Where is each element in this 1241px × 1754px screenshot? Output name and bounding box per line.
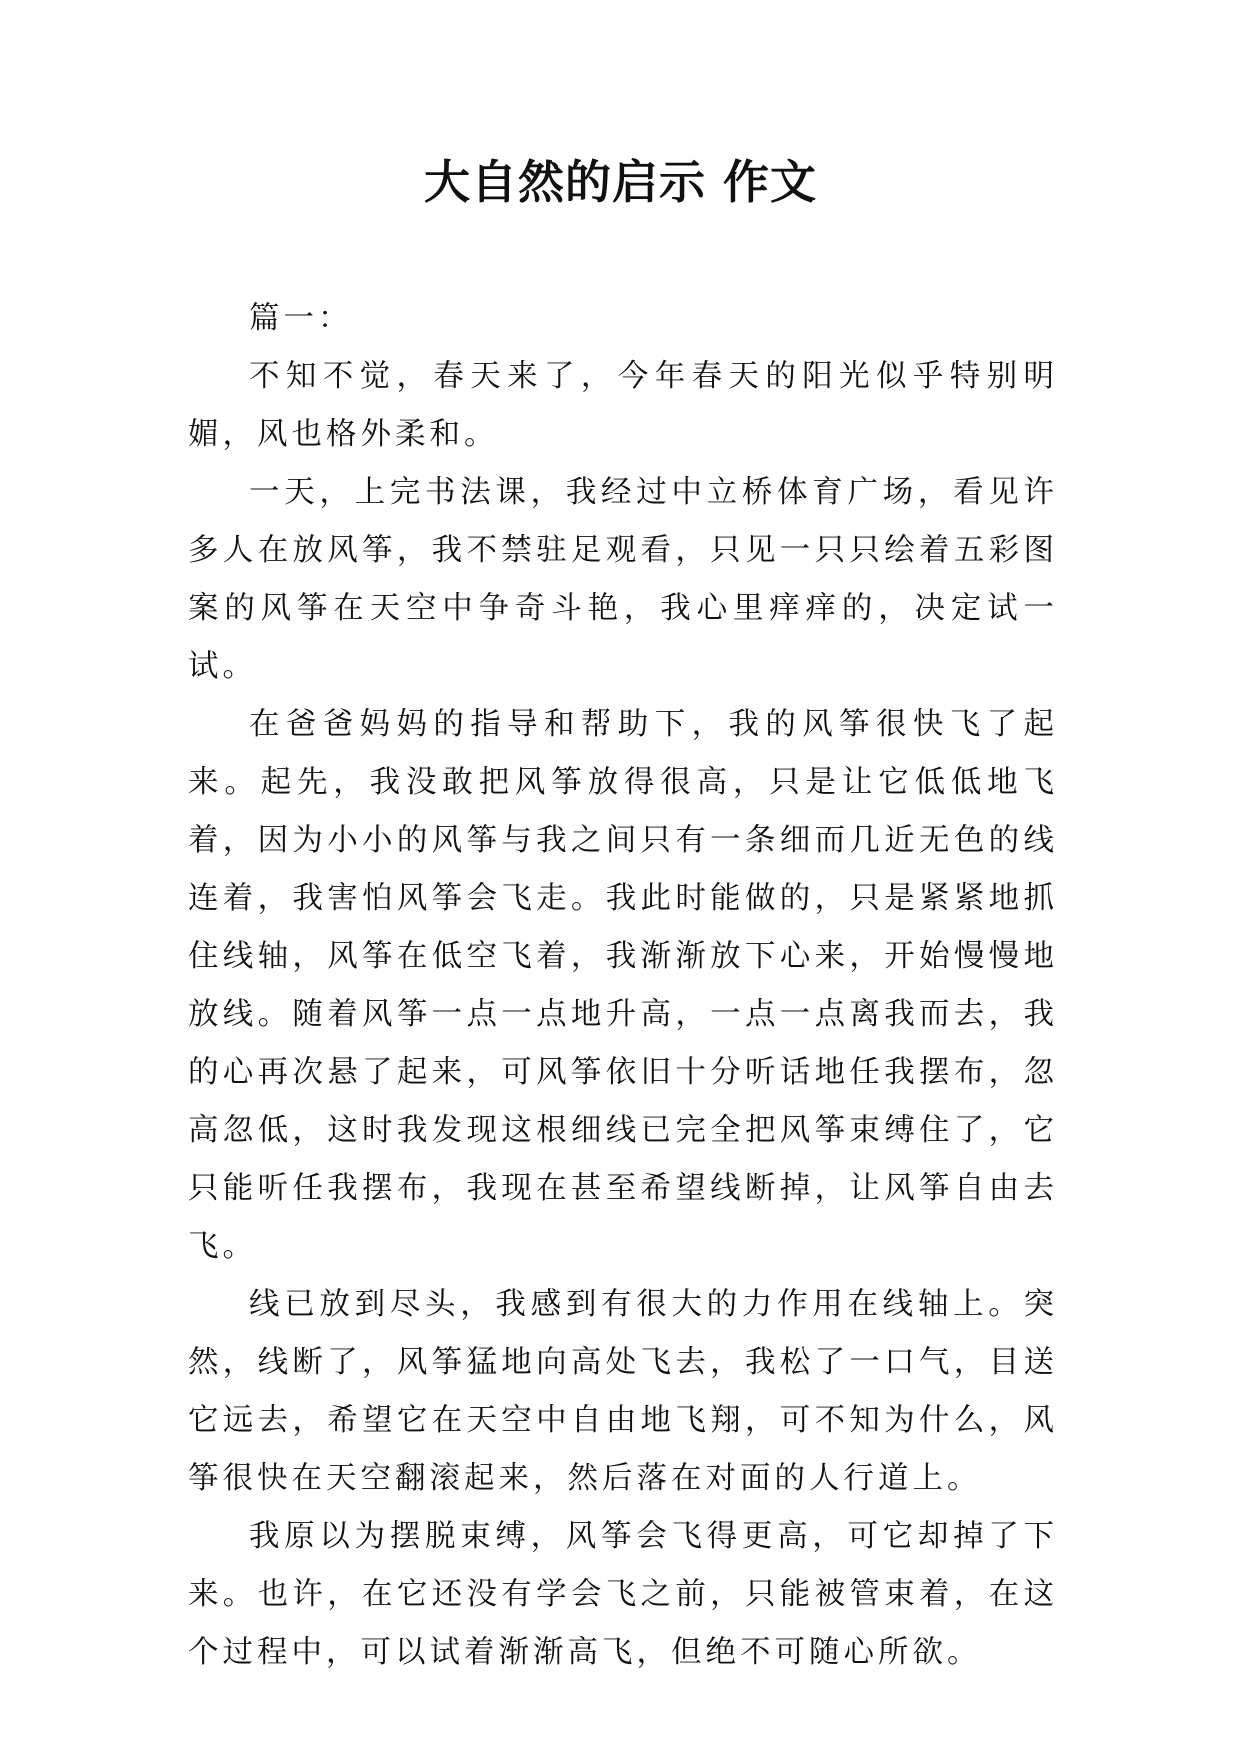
- paragraph-flying-kite: 在爸爸妈妈的指导和帮助下，我的风筝很快飞了起来。起先，我没敢把风筝放得很高，只是让它低低地飞着，因为小小的风筝与我之间只有一条细而几近无色的线连着，我害怕风筝会飞走。我此时能做的，只是紧紧地抓住线轴，风筝在低空飞着，我渐渐放下心来，开始慢慢地放线。随着风筝一点一点地升高，一点一点离我而去，我的心再次悬了起来，可风筝依旧十分听话地任我摆布，忽高忽低，这时我发现这根细线已完全把风筝束缚住了，它只能听任我摆布，我现在甚至希望线断掉，让风筝自由去飞。: [188, 707, 1058, 1264]
- paragraph-reflection: 我原以为摆脱束缚，风筝会飞得更高，可它却掉了下来。也许，在它还没有学会飞之前，只能被管束着，在这个过程中，可以试着渐渐高飞，但绝不可随心所欲。: [188, 1519, 1058, 1670]
- document-body: [188, 290, 1058, 1682]
- paragraph-kite-square: 一天，上完书法课，我经过中立桥体育广场，看见许多人在放风筝，我不禁驻足观看，只见一只只绘着五彩图案的风筝在天空中争奇斗艳，我心里痒痒的，决定试一试。: [188, 475, 1058, 684]
- paragraph-line-breaks: 线已放到尽头，我感到有很大的力作用在线轴上。突然，线断了，风筝猛地向高处飞去，我松了一口气，目送它远去，希望它在天空中自由地飞翔，可不知为什么，风筝很快在天空翻滚起来，然后落在对面的人行道上。: [188, 1287, 1058, 1496]
- document-title: 大自然的启示 作文: [423, 155, 817, 209]
- paragraph-spring: 不知不觉，春天来了，今年春天的阳光似乎特别明媚，风也格外柔和。: [188, 359, 1058, 452]
- paragraph-section-label: 篇一：: [249, 301, 353, 336]
